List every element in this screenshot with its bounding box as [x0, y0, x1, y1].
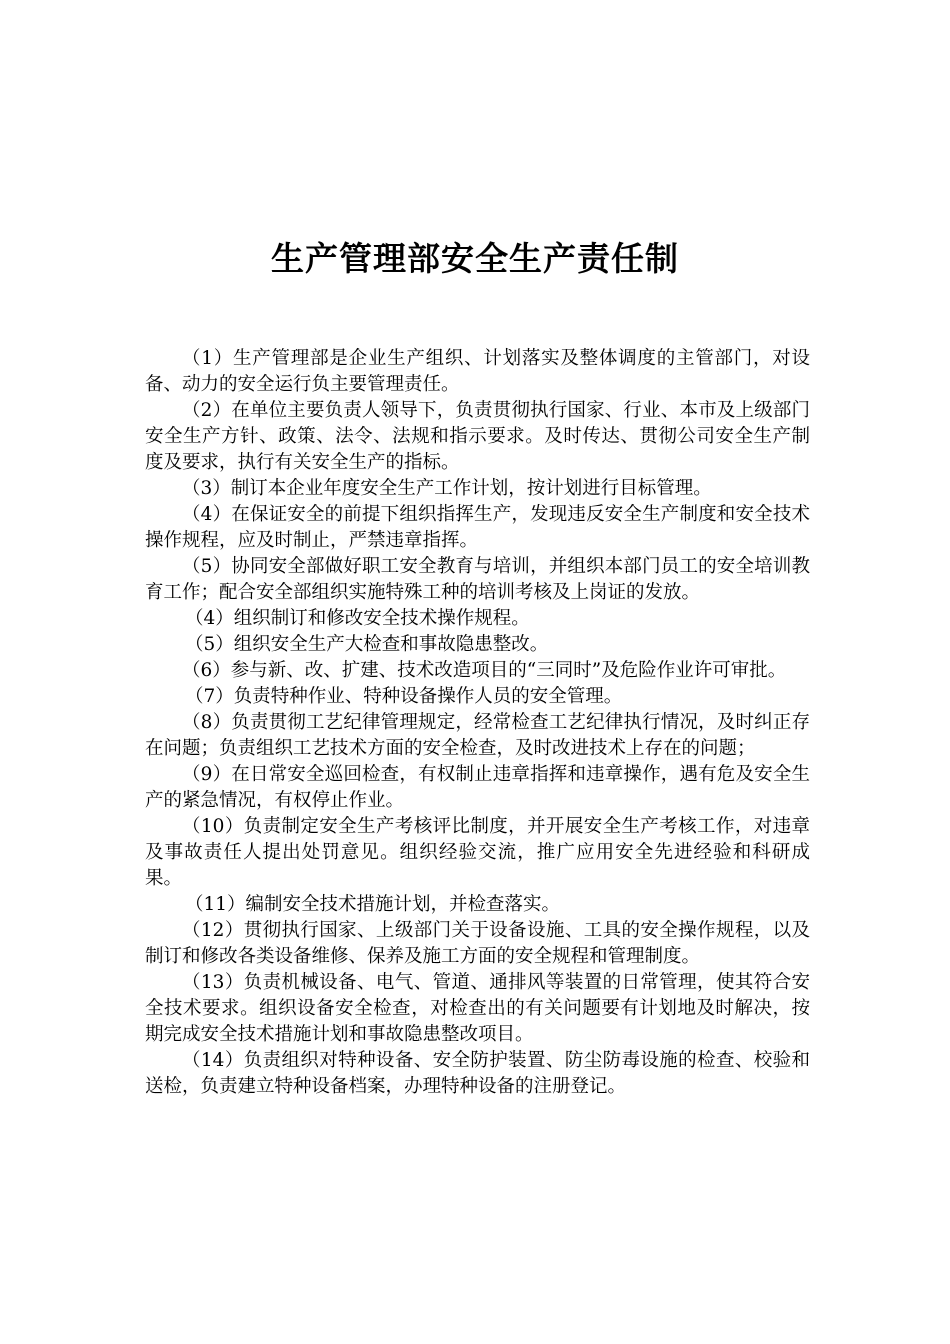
paragraph-10: （8）负责贯彻工艺纪律管理规定，经常检查工艺纪律执行情况，及时纠正存在问题；负责组织工艺技术方面的安全检查，及时改进技术上存在的问题； [145, 712, 810, 759]
paragraph-12: （10）负责制定安全生产考核评比制度，并开展安全生产考核工作，对违章及事故责任人提出处罚意见。组织经验交流，推广应用安全先进经验和科研成果。 [145, 816, 810, 889]
paragraph-13: （11）编制安全技术措施计划，并检查落实。 [185, 894, 561, 915]
paragraph-14: （12）贯彻执行国家、上级部门关于设备设施、工具的安全操作规程，以及制订和修改各类设备维修、保养及施工方面的安全规程和管理制度。 [145, 920, 810, 967]
paragraph-2: （2）在单位主要负责人领导下，负责贯彻执行国家、行业、本市及上级部门安全生产方针、政策、法令、法规和指示要求。及时传达、贯彻公司安全生产制度及要求，执行有关安全生产的指标。 [145, 400, 810, 473]
paragraph-15: （13）负责机械设备、电气、管道、通排风等装置的日常管理，使其符合安全技术要求。组织设备安全检查，对检查出的有关问题要有计划地及时解决，按期完成安全技术措施计划和事故隐患整改项目。 [145, 972, 810, 1045]
document-body [145, 346, 810, 1100]
paragraph-5: （5）协同安全部做好职工安全教育与培训，并组织本部门员工的安全培训教育工作；配合安全部组织实施特殊工种的培训考核及上岗证的发放。 [145, 556, 810, 603]
paragraph-7: （5）组织安全生产大检查和事故隐患整改。 [185, 634, 549, 655]
paragraph-3: （3）制订本企业年度安全生产工作计划，按计划进行目标管理。 [182, 478, 712, 499]
paragraph-6: （4）组织制订和修改安全技术操作规程。 [185, 608, 530, 629]
paragraph-8: （6）参与新、改、扩建、技术改造项目的“三同时”及危险作业许可审批。 [182, 660, 787, 681]
paragraph-11: （9）在日常安全巡回检查，有权制止违章指挥和违章操作，遇有危及安全生产的紧急情况，有权停止作业。 [145, 764, 810, 811]
paragraph-4: （4）在保证安全的前提下组织指挥生产，发现违反安全生产制度和安全技术操作规程，应及时制止，严禁违章指挥。 [145, 504, 810, 551]
document-title: 生产管理部安全生产责任制 [271, 239, 679, 279]
paragraph-9: （7）负责特种作业、特种设备操作人员的安全管理。 [185, 686, 623, 707]
paragraph-1: （1）生产管理部是企业生产组织、计划落实及整体调度的主管部门，对设备、动力的安全运行负主要管理责任。 [145, 348, 810, 395]
paragraph-16: （14）负责组织对特种设备、安全防护装置、防尘防毒设施的检查、校验和送检，负责建立特种设备档案，办理特种设备的注册登记。 [145, 1050, 810, 1097]
